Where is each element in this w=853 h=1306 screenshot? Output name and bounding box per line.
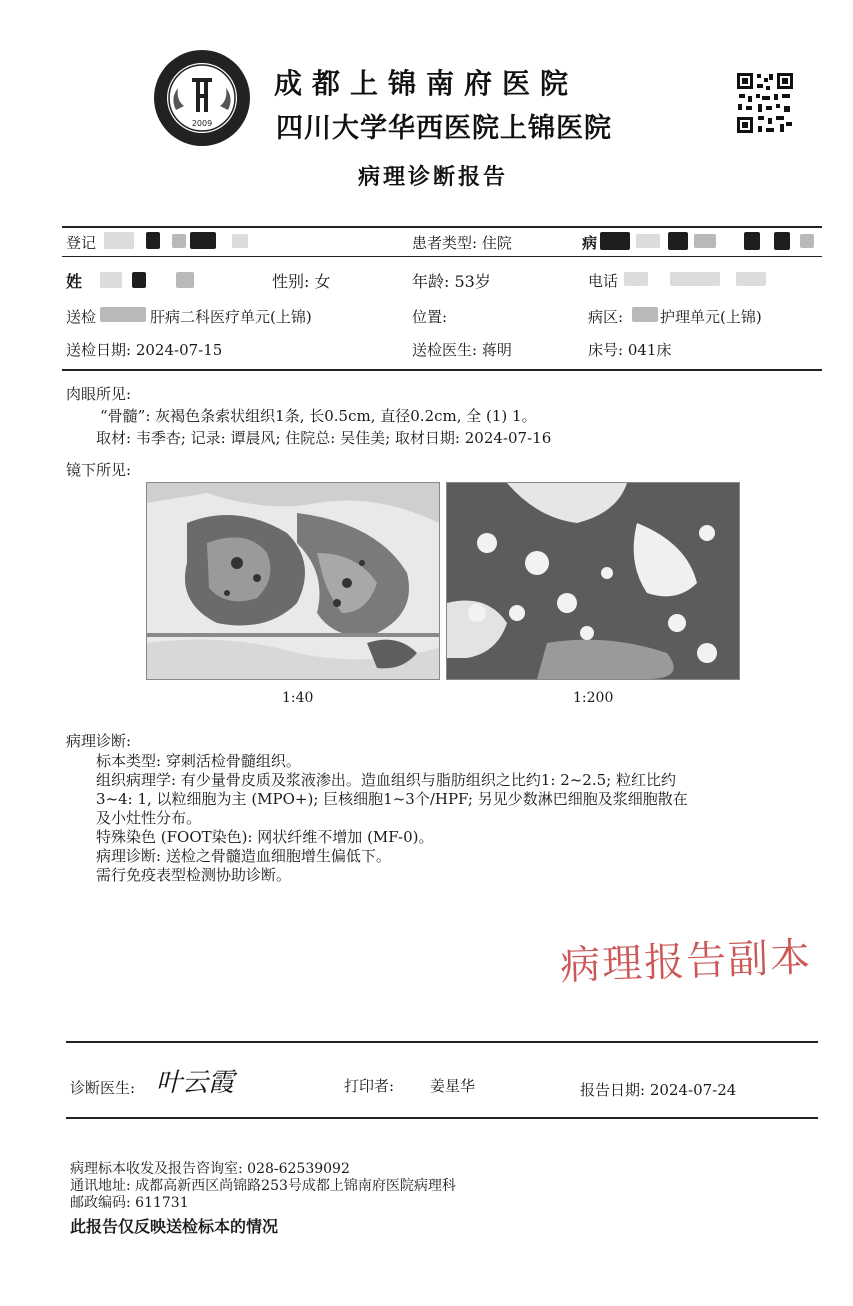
diagnosis-line: 需行免疫表型检测协助诊断。 [96, 866, 292, 884]
gross-line-1: “骨髓”: 灰褐色条索状组织1条, 长0.5cm, 直径0.2cm, 全 (1) 1。 [100, 407, 537, 425]
hospital-name-secondary: 四川大学华西医院上锦医院 [276, 113, 612, 144]
redacted-field [694, 234, 716, 248]
redacted-field [800, 234, 814, 248]
redacted-field [624, 272, 648, 286]
micrograph-caption-high: 1:200 [573, 690, 614, 706]
patient-age: 年龄: 53岁 [412, 272, 491, 291]
contact-address: 通讯地址: 成都高新西区尚锦路253号成都上锦南府医院病理科 [70, 1178, 456, 1194]
micrograph-low-power [146, 482, 440, 680]
diagnosis-line: 及小灶性分布。 [96, 809, 202, 827]
submit-date: 送检日期: 2024-07-15 [66, 341, 223, 359]
divider [62, 226, 822, 228]
redacted-field [104, 232, 134, 249]
report-date: 报告日期: 2024-07-24 [580, 1081, 737, 1099]
diagnosis-line: 3~4: 1, 以粒细胞为主 (MPO+); 巨核细胞1~3个/HPF; 另见少数淋巴细胞及浆细胞散在 [96, 790, 688, 808]
hospital-name-primary: 成都上锦南府医院 [274, 67, 579, 100]
doctor-signature: 叶云霞 [156, 1068, 235, 1098]
logo-year: 2009 [191, 119, 213, 128]
printer-name: 姜星华 [430, 1077, 476, 1095]
ward-label: 病区: [588, 308, 624, 326]
department-value: 肝病二科医疗单元(上锦) [150, 308, 312, 326]
disclaimer: 此报告仅反映送检标本的情况 [70, 1217, 279, 1236]
microscopy-heading: 镜下所见: [66, 461, 132, 479]
bed-number: 床号: 041床 [588, 341, 672, 359]
diagnosis-line: 组织病理学: 有少量骨皮质及浆液渗出。造血组织与脂肪组织之比约1: 2~2.5; 粒红比约 [96, 771, 676, 789]
diagnosis-heading: 病理诊断: [66, 732, 132, 750]
redacted-field [774, 232, 790, 250]
contact-postcode: 邮政编码: 611731 [70, 1195, 189, 1211]
divider [62, 369, 822, 371]
redacted-field [100, 307, 146, 322]
ward-value: 护理单元(上锦) [660, 308, 762, 326]
redacted-field [172, 234, 186, 248]
location-label: 位置: [412, 308, 448, 326]
redacted-field [100, 272, 122, 288]
diagnosis-body [96, 752, 836, 885]
patient-sex: 性别: 女 [272, 272, 331, 291]
redacted-field [736, 272, 766, 286]
redacted-field [190, 232, 216, 249]
divider [66, 1041, 818, 1043]
divider [66, 1117, 818, 1119]
registration-label: 登记 [66, 234, 97, 252]
redacted-field [668, 232, 688, 250]
redacted-field [132, 272, 146, 288]
redacted-field [632, 307, 658, 322]
divider [62, 256, 822, 257]
name-label: 姓 [66, 272, 83, 291]
redacted-field [232, 234, 248, 248]
diagnosis-line: 标本类型: 穿刺活检骨髓组织。 [96, 752, 301, 770]
micrograph-caption-low: 1:40 [282, 690, 314, 706]
diagnosis-line: 特殊染色 (FOOT染色): 网状纤维不增加 (MF-0)。 [96, 828, 434, 846]
diagnosis-line: 病理诊断: 送检之骨髓造血细胞增生偏低下。 [96, 847, 391, 865]
micrograph-high-power [446, 482, 740, 680]
redacted-field [744, 232, 760, 250]
submit-doctor: 送检医生: 蒋明 [412, 341, 512, 359]
redacted-field [146, 232, 160, 249]
gross-line-2: 取材: 韦季杏; 记录: 谭晨风; 住院总: 吴佳美; 取材日期: 2024-07-16 [96, 429, 552, 447]
doctor-label: 诊断医生: [70, 1079, 136, 1097]
redacted-field [600, 232, 630, 250]
pathology-number-label: 病 [582, 234, 598, 252]
contact-phone: 病理标本收发及报告咨询室: 028-62539092 [70, 1161, 350, 1177]
gross-heading: 肉眼所见: [66, 385, 132, 403]
copy-stamp: 病理报告副本 [559, 934, 813, 990]
report-title: 病理诊断报告 [358, 165, 509, 190]
hospital-logo [152, 48, 252, 148]
redacted-field [636, 234, 660, 248]
patient-type: 患者类型: 住院 [412, 234, 512, 252]
department-label: 送检 [66, 308, 97, 326]
phone-label: 电话 [588, 272, 619, 290]
qr-code-icon [736, 72, 794, 134]
printer-label: 打印者: [344, 1077, 395, 1095]
redacted-field [176, 272, 194, 288]
redacted-field [670, 272, 720, 286]
